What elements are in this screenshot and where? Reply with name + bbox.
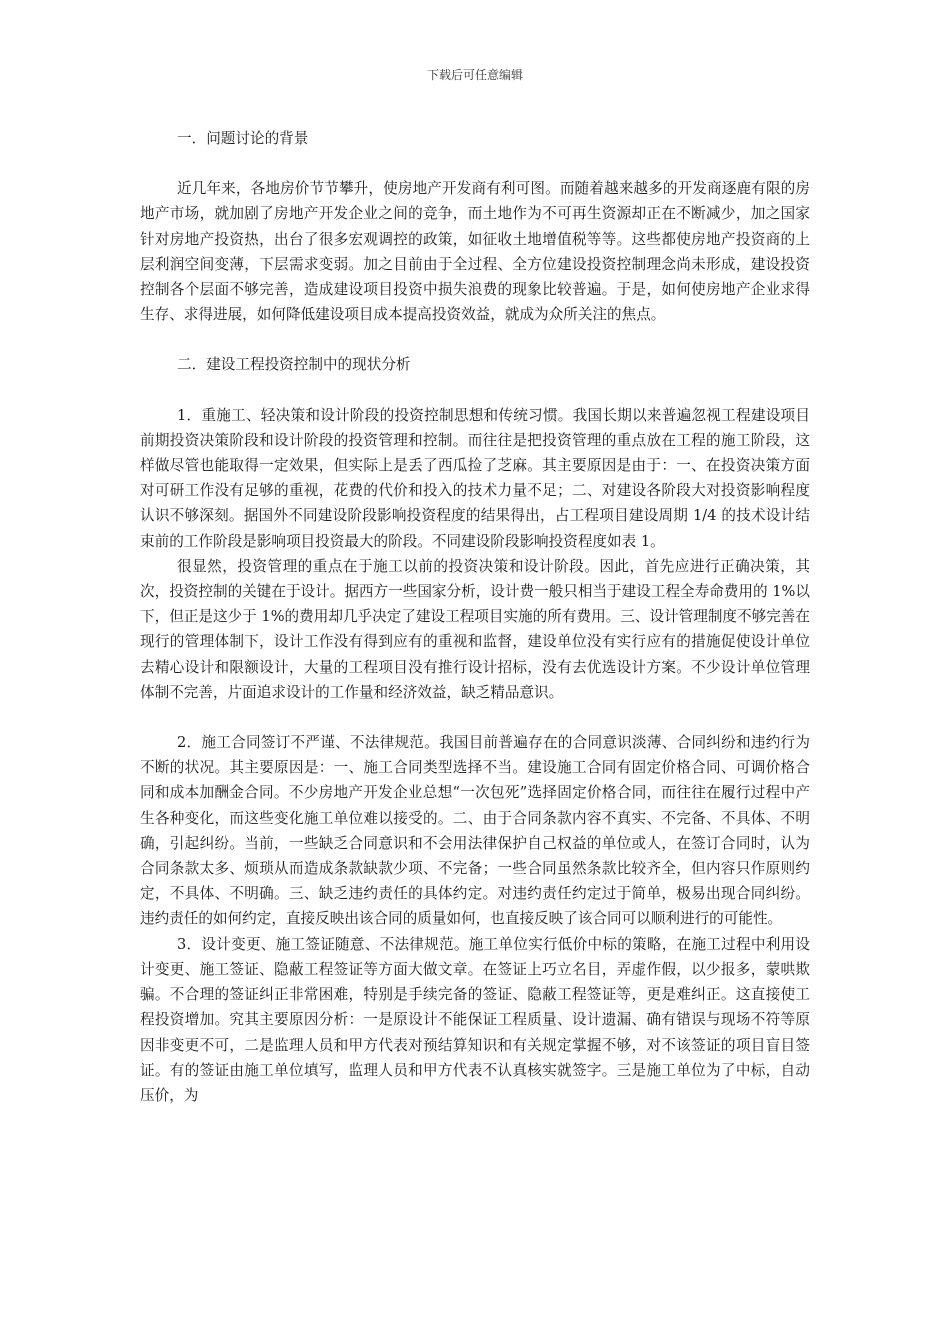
spacer (140, 705, 810, 730)
section-2-paragraph-1: 1．重施工、轻决策和设计阶段的投资控制思想和传统习惯。我国长期以来普遍忽视工程建设项目前期投资决策阶段和设计阶段的投资管理和控制。而往往是把投资管理的重点放在工程的施工阶段，这样做尽管也能取得一定效果，但实际上是丢了西瓜捡了芝麻。其主要原因是由于：一、在投资决策方面对可研工作没有足够的重视，花费的代价和投入的技术力量不足；二、对建设各阶段大对投资影响程度认识不够深刻。据国外不同建设阶段影响投资程度的结果得出，占工程项目建设周期 1/4 的技术设计结束前的工作阶段是影响项目投资最大的阶段。不同建设阶段影响投资程度如表 1。 (140, 406, 810, 550)
section-2-paragraph-2: 很显然，投资管理的重点在于施工以前的投资决策和设计阶段。因此，首先应进行正确决策，其次，投资控制的关键在于设计。据西方一些国家分析，设计费一般只相当于建设工程全寿命费用的 1%以下，但正是这少于 1%的费用却几乎决定了建设工程项目实施的所有费用。三、设计管理制度不够完善在现行的管理体制下，设计工作没有得到应有的重视和监督，建设单位没有实行应有的措施促使设计单位去精心设计和限额设计，大量的工程项目没有推行设计招标，没有去优选设计方案。不少设计单位管理体制不完善，片面追求设计的工作量和经济效益，缺乏精品意识。 (140, 557, 810, 701)
page-header-note: 下载后可任意编辑 (426, 68, 523, 82)
spacer (140, 327, 810, 352)
section-2-title: 二．建设工程投资控制中的现状分析 (177, 356, 411, 374)
section-2-paragraph-3: 2．施工合同签订不严谨、不法律规范。我国目前普遍存在的合同意识淡薄、合同纠纷和违约行为不断的状况。其主要原因是：一、施工合同类型选择不当。建设施工合同有固定价格合同、可调价格合同和成本加酬金合同。不少房地产开发企业总想“一次包死”选择固定价格合同，而往往在履行过程中产生各种变化，而这些变化施工单位难以接受的。二、由于合同条款内容不真实、不完备、不具体、不明确，引起纠纷。当前，一些缺乏合同意识和不会用法律保护自己权益的单位或人，在签订合同时，认为合同条款太多、烦琐从而造成条款缺款少项、不完备；一些合同虽然条款比较齐全，但内容只作原则约定，不具体、不明确。三、缺乏违约责任的具体约定。对违约责任约定过于简单，极易出现合同纠纷。违约责任的如何约定，直接反映出该合同的质量如何，也直接反映了该合同可以顺利进行的可能性。 (140, 734, 810, 928)
document-body (140, 126, 810, 1108)
spacer (140, 378, 810, 403)
spacer (140, 151, 810, 176)
section-1-paragraph-1: 近几年来，各地房价节节攀升，使房地产开发商有利可图。而随着越来越多的开发商逐鹿有限的房地产市场，就加剧了房地产开发企业之间的竞争，而土地作为不可再生资源却正在不断减少，加之国家针对房地产投资热，出台了很多宏观调控的政策，如征收土地增值税等等。这些都使房地产投资商的上层利润空间变薄，下层需求变弱。加之目前由于全过程、全方位建设投资控制理念尚未形成，建设投资控制各个层面不够完善，造成建设项目投资中损失浪费的现象比较普遍。于是，如何使房地产企业求得生存、求得进展，如何降低建设项目成本提高投资效益，就成为众所关注的焦点。 (140, 180, 810, 324)
section-2-paragraph-4: 3．设计变更、施工签证随意、不法律规范。施工单位实行低价中标的策略，在施工过程中利用设计变更、施工签证、隐蔽工程签证等方面大做文章。在签证上巧立名目，弄虚作假，以少报多，蒙哄欺骗。不合理的签证纠正非常困难，特别是手续完备的签证、隐蔽工程签证等，更是难纠正。这直接使工程投资增加。究其主要原因分析：一是原设计不能保证工程质量、设计遗漏、确有错误与现场不符等原因非变更不可，二是监理人员和甲方代表对预结算知识和有关规定掌握不够，对不该签证的项目盲目签证。有的签证由施工单位填写，监理人员和甲方代表不认真核实就签字。三是施工单位为了中标，自动压价，为 (140, 935, 810, 1104)
section-1-title: 一．问题讨论的背景 (177, 130, 309, 147)
